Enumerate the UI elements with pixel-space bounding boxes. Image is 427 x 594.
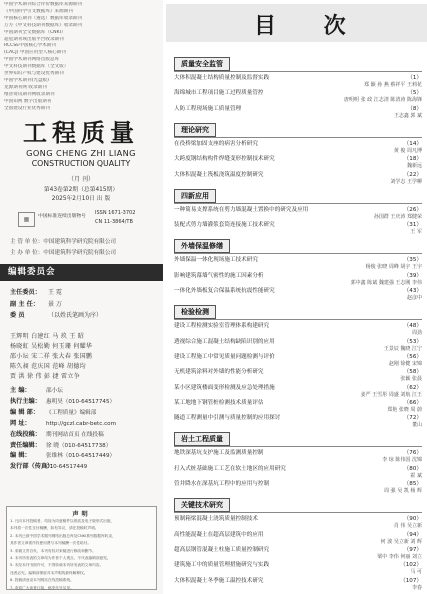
info-row [10, 430, 160, 441]
article-entry[interactable] [174, 155, 422, 170]
indexing-line: 中国学术期刊网络出版总库 [4, 57, 60, 63]
committee-name: 景 万 [48, 300, 62, 308]
article-page: （48） [403, 323, 422, 330]
article-title-row [174, 480, 422, 488]
article-entry[interactable] [174, 353, 422, 368]
article-title[interactable]: 超高层钢管混凝土柱施工质量控制研究 [174, 546, 270, 553]
page-number: 22 [409, 171, 417, 178]
section-heading: 外墙保温修缮 [174, 239, 230, 253]
indexing-line: 世界知识产权与建设优秀期刊 [4, 71, 64, 77]
article-entry[interactable] [174, 221, 422, 236]
article-authors: 梁中 李伟 何丽 刘立 [377, 553, 422, 560]
article-entry[interactable] [174, 465, 422, 480]
article-authors: 魏新远 [406, 163, 422, 170]
article-entry[interactable] [174, 322, 422, 337]
article-title-row [174, 353, 422, 361]
member-row: 邵小坛 宋二祥 张大春 张国鹏 [10, 353, 93, 360]
article-authors: 周 强 吴 凯 杨 辉 [384, 488, 422, 494]
article-entry[interactable] [174, 480, 422, 495]
notice-line: 1. 凡向本刊投稿者，均视为同意稿件以纸质及电子版形式出版， [10, 519, 115, 523]
notice-title: 声明 [72, 511, 91, 518]
article-entry[interactable] [174, 287, 422, 302]
article-title[interactable]: 高性能混凝土在超高层建筑中的应用 [174, 531, 264, 538]
page-number: 62 [409, 384, 417, 391]
section-divider [174, 137, 422, 138]
article-entry[interactable] [174, 89, 422, 104]
article-authors: 张颖 张晨 [400, 376, 422, 383]
article-entry[interactable] [174, 272, 422, 287]
page-number: 90 [409, 516, 417, 523]
section-divider [174, 512, 422, 513]
committee-role: 副 主 任： [10, 300, 40, 308]
indexing-line: 《中国科学引文数据库》来源期刊 [4, 8, 73, 14]
article-title[interactable]: 建筑施工中的质量管理措施研究与实践 [174, 562, 270, 569]
article-page: （1） [407, 75, 422, 81]
committee-members [10, 332, 160, 382]
article-page: （66） [403, 399, 422, 406]
article-title[interactable]: 大体积混凝土筏板浇筑温度控制研究 [174, 171, 264, 178]
article-page: （107） [400, 577, 422, 584]
page-number: 8 [412, 105, 417, 112]
article-page: （62） [403, 384, 422, 391]
indexing-line: (CACJ) 中国应用型人核心期刊 [4, 50, 66, 56]
article-authors: 黄 俊 周凡博 [393, 147, 422, 154]
notice-line: 4. 本刊所发表的文章均为作者个人观点，不代表编辑部意见。 [10, 556, 111, 561]
info-key: 编 辑 部： [10, 408, 40, 416]
page-number: 56 [409, 353, 417, 360]
article-title[interactable]: 外墙保温一体化现场施工技术研究 [174, 257, 258, 264]
indexing-line: 中文科技期刊数据库（全文版） [4, 64, 69, 70]
page-number: 18 [409, 156, 417, 163]
info-value: 《工程质量》编辑部 [46, 409, 97, 416]
member-row: 王辉明 白建红 马 玖 王 昭 [10, 333, 85, 340]
indexing-line: 中国知网 数字出版期刊 [4, 98, 52, 104]
article-title[interactable]: 预制箱梁混凝土浇筑质量控制技术 [174, 516, 258, 523]
publication-date: 2025年2月10日 出 版 [51, 196, 111, 202]
info-key: 主 编： [10, 387, 31, 394]
article-page: （53） [403, 338, 422, 345]
article-title-row [174, 287, 422, 295]
section-heading: 关键技术研究 [174, 498, 230, 512]
article-title-row [174, 546, 422, 554]
indexing-line: 全国建设行业优秀期刊 [4, 105, 50, 111]
article-entry[interactable] [174, 531, 422, 546]
article-authors: 郑艳 张晓 周 蔚 [387, 406, 422, 413]
article-title[interactable]: 隧道工程测量中引测与质量控制的应用探讨 [174, 415, 281, 422]
article-authors: 董山 [411, 422, 422, 429]
article-authors: 孙国群 王庆涛 郑健荣 [373, 213, 422, 220]
page-number: 14 [409, 140, 417, 147]
section-heading: 四新应用 [174, 189, 216, 203]
article-page: （35） [403, 257, 422, 264]
journal-pinyin: GONG CHENG ZHI LIANG [26, 148, 136, 158]
article-page: （58） [403, 369, 422, 376]
info-value: 徐 晓（010-64517738） [46, 442, 112, 449]
article-title[interactable]: 管井降水在深基坑工程中的应用与控制 [174, 481, 270, 487]
notice-line: 6. 投稿请登录本刊网站在线投稿系统。 [10, 578, 74, 583]
website-link[interactable]: http://gczl.cabr-betc.com [46, 420, 117, 427]
editorial-board-title: 编辑委员会 [0, 264, 163, 281]
section-divider [174, 253, 422, 254]
page-number: 39 [409, 272, 417, 279]
article-entry[interactable] [174, 515, 422, 530]
article-entry[interactable] [174, 74, 422, 89]
page-number: 35 [409, 257, 417, 264]
article-page: （31） [403, 222, 422, 229]
article-title-row [174, 577, 422, 585]
article-page: （22） [403, 171, 422, 178]
committee-row [10, 299, 160, 311]
article-page: （8） [407, 105, 422, 112]
indexing-line: 万方《中文科技期刊数据库》收录期刊 [4, 22, 83, 28]
article-title-row [174, 399, 422, 407]
article-authors: 李春 [411, 584, 422, 591]
indexing-list [4, 2, 160, 113]
article-title-row [174, 338, 422, 346]
committee-name: 王 霓 [48, 289, 62, 296]
article-page: （102） [400, 562, 422, 569]
article-title[interactable]: 一种简易支撑系统在剪力墙混凝土置换中的研究及应用 [174, 206, 309, 213]
article-authors: 何 波 吴立新 刘 辉 [380, 538, 422, 545]
article-authors: 郑 颖 孙 燕 蔡祥平 王莉花 [364, 82, 422, 88]
article-title-row [174, 105, 422, 113]
info-row [10, 441, 160, 452]
article-entry[interactable] [174, 414, 422, 429]
member-row: 贾 洪 徐 伟 彭 捷 雷立争 [10, 373, 80, 380]
info-row [10, 386, 160, 397]
page-number: 48 [409, 323, 417, 330]
article-title-row [174, 531, 422, 539]
volume-issue: 第43卷第2期（总第415期） [43, 187, 119, 193]
article-authors: 刘学志 王学柳 [390, 178, 422, 185]
sponsor-line: 主 办 单 位：中国建筑科学研究院有限公司 [10, 250, 117, 256]
article-page: （14） [403, 140, 422, 147]
article-authors: 王 军 [410, 229, 422, 236]
article-title-row [174, 221, 422, 229]
page-number: 80 [409, 465, 417, 472]
indexing-line: 龙源期刊网 收录期刊 [4, 84, 47, 90]
article-authors: 姜严 王雪彤 周盛 刘航 江王 [360, 391, 422, 398]
committee-role: 委 员 [10, 312, 25, 319]
article-title-row [174, 515, 422, 523]
page-number: 5 [412, 90, 417, 97]
info-row [10, 408, 160, 419]
article-authors: 霍 斌 [410, 472, 422, 479]
page-number: 97 [409, 546, 417, 553]
info-row [10, 462, 160, 473]
article-entry[interactable] [174, 105, 422, 120]
article-page: （43） [403, 288, 422, 294]
serial-number-label: 中国标准连续出版物号 [38, 214, 86, 219]
article-page: （85） [403, 481, 422, 487]
section-divider [174, 203, 422, 204]
page-number: 1 [412, 75, 417, 81]
article-authors: 马 可 [410, 569, 422, 576]
article-title[interactable]: 某小区建筑楼面变形检测及应急处理措施 [174, 384, 275, 391]
journal-english-name: CONSTRUCTION QUALITY [31, 159, 131, 168]
article-title-row [174, 155, 422, 163]
info-value: 期刊网站首页 在线投稿 [46, 431, 104, 438]
article-title[interactable]: 海绵城市工程项目施工过程质量管控 [174, 90, 264, 97]
page-number: 107 [405, 577, 417, 584]
article-title[interactable]: 装配式剪力墙灌浆套筒连接施工技术研究 [174, 222, 275, 229]
page-number: 58 [409, 369, 417, 376]
page-number: 43 [409, 288, 417, 294]
article-page: （26） [403, 206, 422, 213]
article-entry[interactable] [174, 577, 422, 592]
info-key: 责任编辑： [10, 441, 41, 449]
notice-box [6, 506, 157, 590]
article-entry[interactable] [174, 140, 422, 155]
notice-line: 本刊将一次性支付稿酬，如有异议，请在投稿时声明。 [10, 526, 99, 531]
article-authors: 郭中鑫 陈斌 魏建强 王志刚 李伟 [350, 279, 422, 286]
article-title[interactable]: 透视综合施工混凝土结构缺陷识别的应用 [174, 338, 275, 345]
page-number: 72 [409, 415, 417, 422]
notice-line: 5. 未经本刊书面许可，不得转载本刊所发表的文章内容， [10, 563, 104, 568]
article-title-row [174, 74, 422, 82]
page-number: 102 [405, 562, 417, 569]
article-title[interactable]: 建设工程检测实验室管理体系构建研究 [174, 323, 270, 330]
article-page: （56） [403, 353, 422, 360]
article-entry[interactable] [174, 561, 422, 576]
article-authors: 肖 伟 吴立新 [393, 523, 422, 530]
sponsor-info [10, 237, 155, 259]
section-divider [174, 71, 422, 72]
masthead-column [0, 0, 163, 594]
info-row [10, 419, 160, 430]
info-key: 网 址： [10, 419, 31, 427]
article-title-row [174, 171, 422, 179]
notice-line: 2. 本刊已被中国学术期刊网络出版总库及CNKI系列数据库收录， [10, 533, 116, 538]
page-number: 94 [409, 531, 417, 538]
indexing-line: 超星期刊域出版平台收录期刊 [4, 36, 64, 42]
article-title[interactable]: 大跨度钢结构构件焊缝变形控制技术研究 [174, 156, 275, 163]
info-value: 010-64517449 [46, 464, 88, 471]
article-title-row [174, 368, 422, 376]
article-entry[interactable] [174, 368, 422, 383]
article-title[interactable]: 打入式桩基础施工工艺在软土地区的应用研究 [174, 465, 286, 472]
info-value: 惠明昊（010-64517745） [46, 398, 116, 405]
notice-line: 3. 来稿文责自负，本刊有权对来稿进行修改和删节。 [10, 548, 96, 553]
issn: ISSN 1671-3702 [95, 210, 136, 216]
article-entry[interactable] [174, 449, 422, 464]
article-authors: 李 琼 陈伟国 沈锦 [382, 457, 422, 464]
editorial-info [10, 386, 160, 473]
article-entry[interactable] [174, 546, 422, 561]
page-number: 85 [409, 481, 417, 487]
article-title[interactable]: 大体积混凝土结构质量控制及监督实践 [174, 75, 270, 81]
page-number: 76 [409, 450, 417, 457]
article-entry[interactable] [174, 256, 422, 271]
article-title-row [174, 561, 422, 569]
article-authors: 杨俊 张晓 周峰 胡宇 王宇 [365, 264, 422, 271]
indexing-line: 中国核心期刊（遴选）数据库收录期刊 [4, 15, 83, 21]
article-title[interactable]: 某工地地下钢管桩检测技术质量评估 [174, 399, 264, 406]
section-divider [174, 446, 422, 447]
article-page: （80） [403, 465, 422, 472]
page-number: 66 [409, 399, 417, 406]
article-authors: 王志鑫 郭 斌 [393, 112, 422, 119]
journal-logo: 工程质量 [23, 118, 139, 147]
article-title-row [174, 140, 422, 148]
info-value: 邵小坛 [46, 388, 63, 394]
article-title-row [174, 322, 422, 330]
contents-title: 目 次 [254, 14, 366, 39]
section-heading: 理论研究 [174, 123, 216, 137]
member-row: 陈久昶 范庆国 范峰 胡德均 [10, 363, 86, 370]
member-row: 杨晓虹 吴松勤 何玉珊 何耀华 [10, 343, 93, 350]
info-key: 编 辑： [10, 452, 31, 460]
article-page: （5） [407, 90, 422, 97]
article-title[interactable]: 大体积混凝土冬季施工温控技术研究 [174, 577, 264, 584]
article-page: （97） [403, 546, 422, 553]
contents-column [166, 0, 427, 594]
article-title[interactable]: 无机建筑涂料对外墙的性能分析研究 [174, 369, 264, 376]
article-page: （18） [403, 156, 422, 163]
article-authors: 赵彦中 [406, 295, 422, 301]
article-entry[interactable] [174, 384, 422, 399]
notice-text [7, 518, 156, 592]
editorial-committee [10, 287, 160, 322]
page-number: 31 [409, 222, 417, 229]
section-heading: 质量安全监管 [174, 57, 230, 71]
article-entry[interactable] [174, 338, 422, 353]
article-title[interactable]: 人防工程现场施工质量管理 [174, 105, 242, 112]
article-authors: 唐明明 张 政 江志清 陈清涛 陈海锋 [344, 97, 422, 104]
section-divider [174, 319, 422, 320]
article-title[interactable]: 影响建筑幕墙气密性的施工因素分析 [174, 272, 264, 279]
indexing-line: RCCSE中国核心学术期刊 [4, 43, 56, 49]
article-authors: 王景辰 魏晓 江宁 [383, 345, 422, 352]
article-entry[interactable] [174, 399, 422, 414]
article-page: （72） [403, 415, 422, 422]
article-page: （76） [403, 450, 422, 457]
article-title[interactable]: 一体化外墙板复合保温系统抗震性能研究 [174, 288, 275, 294]
notice-line: 7. 欢迎广大读者订阅，邮发代号另见。 [10, 585, 74, 590]
section-heading: 检验检测 [174, 305, 216, 319]
article-authors: 赵刚 徐健 宋锦 [388, 360, 422, 367]
publication-frequency: （月 刊） [68, 176, 94, 183]
indexing-line: 中国学术期刊综合评价数据库来源期刊 [4, 2, 83, 7]
article-title-row [174, 384, 422, 392]
indexing-line: 维普资讯期刊网收录期刊 [4, 91, 55, 97]
info-key: 执行主编： [10, 397, 41, 405]
info-key: 在线投稿： [10, 430, 41, 438]
article-title-row [174, 206, 422, 214]
article-entry[interactable] [174, 206, 422, 221]
article-title-row [174, 414, 422, 422]
article-page: （94） [403, 531, 422, 538]
committee-name: （以姓氏笔画为序） [48, 312, 103, 319]
page-number: 53 [409, 338, 417, 345]
article-title[interactable]: 地铁深基坑支护施工及监测质量控制 [174, 450, 264, 457]
sponsor-line: 主 管 单 位：中国建筑科学研究院有限公司 [10, 239, 117, 245]
info-row [10, 451, 160, 462]
indexing-line: 中国期刊全文数据库（CNKI） [4, 29, 66, 35]
article-page: （90） [403, 516, 422, 523]
article-page: （39） [403, 272, 422, 279]
committee-row [10, 310, 160, 322]
article-title[interactable]: 建设工程施工中常见质量问题检测与评价 [174, 353, 275, 360]
article-title[interactable]: 在役桥梁加固支座的病害分析研究 [174, 140, 258, 147]
notice-line: 其作者文章著作权使用费与本刊稿酬一次性给付。 [10, 541, 92, 546]
article-title-row [174, 465, 422, 473]
barcode-icon: ▦ [18, 212, 35, 227]
page-number: 26 [409, 206, 417, 213]
committee-row [10, 287, 160, 299]
article-title-row [174, 272, 422, 280]
indexing-line: 中国学术期刊(光盘版) [4, 77, 49, 83]
article-authors: 周劲 [411, 330, 422, 337]
info-value: 张维林（010-64517449） [46, 453, 116, 460]
cn-number: CN 11-3864/TB [95, 219, 133, 225]
section-heading: 岩土工程质量 [174, 432, 230, 446]
notice-line: 违者必究。编辑部保留对本声明的最终解释权。 [10, 570, 88, 575]
info-row [10, 397, 160, 408]
info-key: 发行部（传真）： [10, 463, 57, 471]
committee-role: 主任委员： [10, 289, 41, 296]
article-entry[interactable] [174, 171, 422, 186]
